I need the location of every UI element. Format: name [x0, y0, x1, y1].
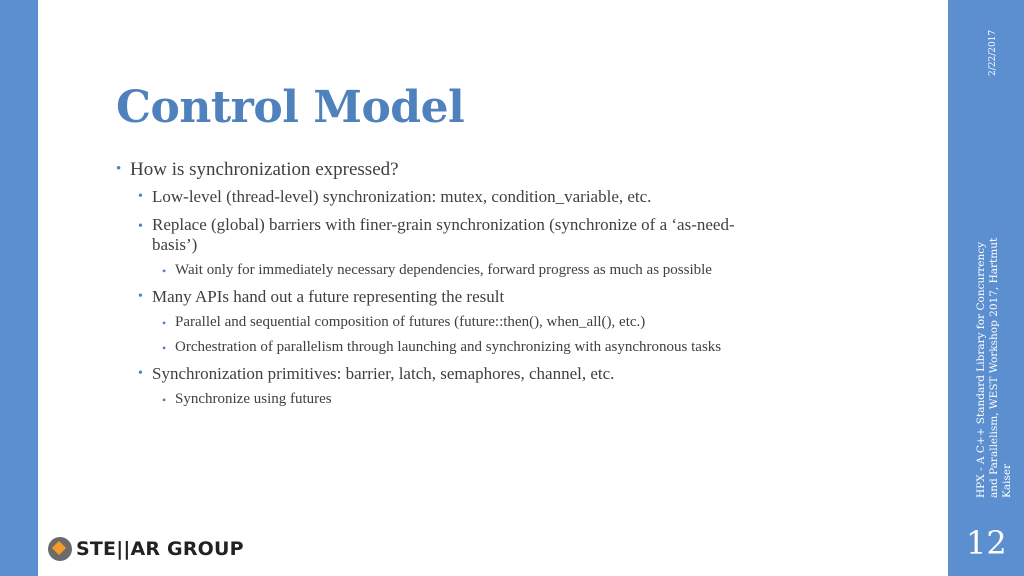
slide-canvas	[38, 0, 948, 576]
bullet-text: Replace (global) barriers with finer-grain synchronization (synchronize of a ‘as-need-	[152, 215, 735, 234]
bullet-text: Synchronization primitives: barrier, latch, semaphores, channel, etc.	[152, 364, 615, 383]
bullet-text: Synchronize using futures	[175, 391, 332, 407]
bullet-item	[162, 314, 646, 331]
bullet-item	[162, 391, 332, 408]
bullet-dot-icon: •	[116, 161, 122, 177]
bullet-text: Wait only for immediately necessary dependencies, forward progress as much as possible	[175, 262, 712, 278]
bullet-text: Many APIs hand out a future representing the result	[152, 287, 505, 306]
bullet-list	[38, 0, 948, 576]
bullet-dot-icon: •	[138, 189, 143, 204]
bullet-dot-icon: •	[138, 289, 143, 304]
page-number: 12	[966, 524, 1007, 562]
bullet-dot-icon: •	[138, 366, 143, 381]
slide-date: 2/22/2017	[988, 29, 998, 76]
bullet-dot-icon: •	[162, 341, 167, 355]
bullet-item	[138, 215, 922, 255]
bullet-item	[162, 262, 712, 279]
bullet-text-continued: basis’)	[152, 235, 198, 254]
slide-footer: HPX - A C++ Standard Library for Concurrency and Parallelism, WEST Workshop 2017, Hartmut Kaiser	[975, 237, 1013, 498]
bullet-text: Orchestration of parallelism through launching and synchronizing with asynchronous tasks	[175, 339, 722, 355]
bullet-item	[138, 287, 505, 307]
bullet-item	[162, 339, 722, 356]
stellar-logo-icon	[48, 537, 72, 561]
bullet-dot-icon: •	[162, 393, 167, 407]
bullet-text: Parallel and sequential composition of futures (future::then(), when_all(), etc.)	[175, 314, 646, 330]
slide-title: Control Model	[116, 82, 465, 133]
bullet-item	[138, 364, 615, 384]
bullet-dot-icon: •	[138, 219, 143, 234]
bullet-dot-icon: •	[162, 264, 167, 278]
bullet-dot-icon: •	[162, 316, 167, 330]
stellar-group-logo	[48, 534, 244, 564]
bullet-item	[116, 159, 399, 181]
bullet-text: How is synchronization expressed?	[130, 159, 399, 180]
bullet-item	[138, 187, 652, 207]
logo-text: STE||AR GROUP	[76, 538, 244, 560]
bullet-text: Low-level (thread-level) synchronization: mutex, condition_variable, etc.	[152, 187, 652, 206]
